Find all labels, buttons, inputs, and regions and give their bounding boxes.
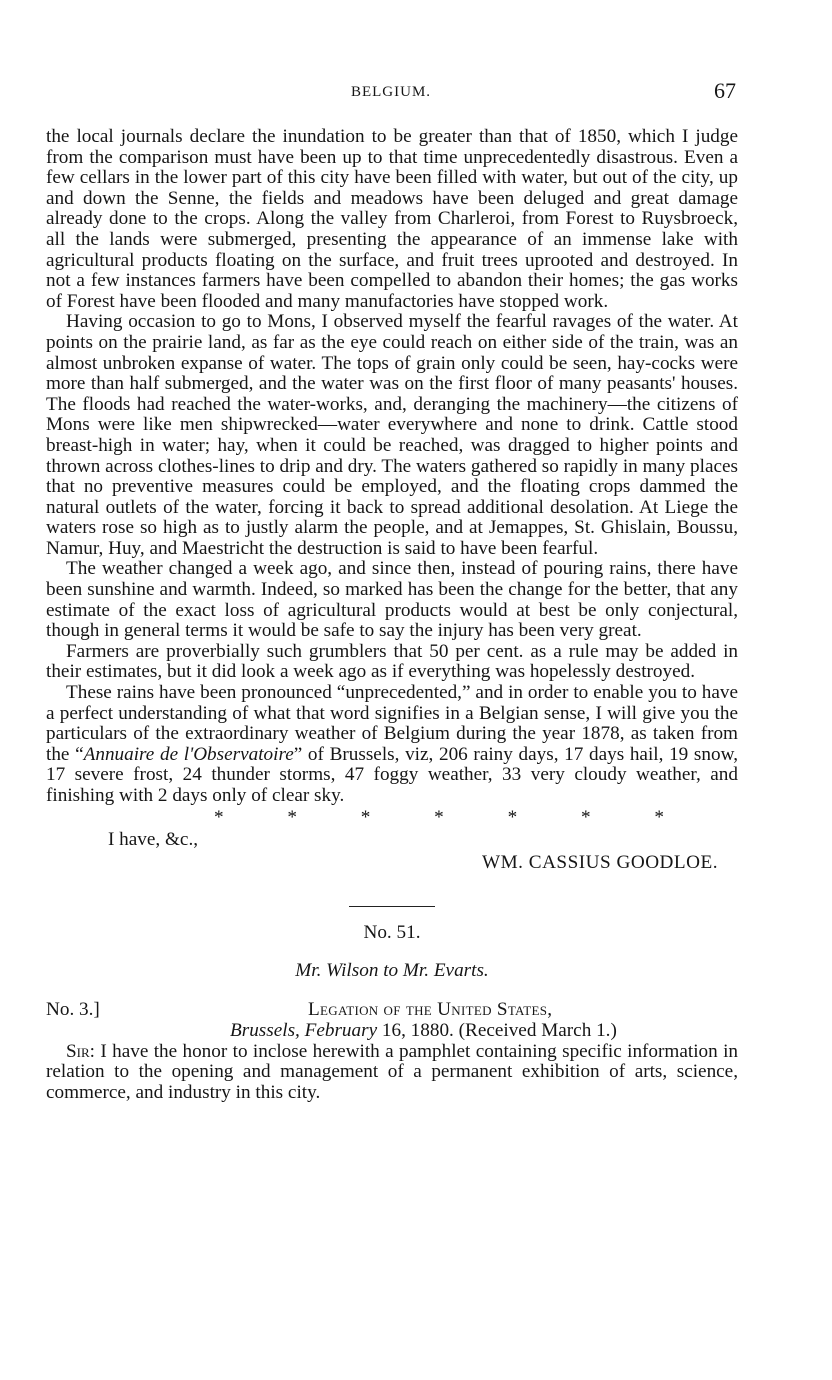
dispatch-number: No. 3.] (46, 998, 100, 1020)
signature: WM. CASSIUS GOODLOE. (482, 851, 718, 873)
asterisk: * (654, 806, 664, 828)
salutation: Sir (66, 1040, 90, 1062)
paragraph-weather-changed: The weather changed a week ago, and since then, instead of pouring rains, there have been sunshine and warmth. Indeed, so marked has been the change for the better, that any estimate of the exact loss of agricultural products would at best be only conjectural, though in general terms it would be safe to say the injury has been very great. (46, 558, 738, 642)
dateline-date: 16, 1880. (381, 1019, 454, 1041)
asterisk: * (580, 806, 591, 828)
asterisk: * (507, 806, 518, 828)
asterisk: * (360, 806, 371, 828)
asterisk: * (287, 806, 297, 828)
document-number: No. 51. (363, 921, 421, 943)
dateline (46, 1021, 738, 1042)
rains-text-1: These rains have been pronounced “unprecedented,” and in order to enable you to have a perfect understanding of what that word signifies in a Belgian sense, I will give you the particulars of the extraordinary weather of Belgium during the year 1878, as taken from the “ (46, 682, 738, 765)
paragraph-mons: Having occasion to go to Mons, I observed myself the fearful ravages of the water. At points on the prairie land, as far as the eye could reach on either side of the train, was an almost unbroken expanse of water. The tops of grain only could be seen, hay-cocks were more than half submerged, and the water was on the first floor of many peasants' houses. The floods had reached the water-works, and, deranging the machinery—the citizens of Mons were like men shipwrecked—water everywhere and none to drink. Cattle stood breast-high in water; hay, when it could be reached, was dragged to higher points and thrown across clothes-lines to drip and dry. The waters gathered so rapidly in many places that no preventive measures could be employed, and the floating crops dammed the natural outlets of the water, forcing it back to spread additional desolation. At Liege the waters rose so high as to justly alarm the people, and at Jemappes, St. Ghislain, Boussu, Namur, Huy, and Maestricht the destruction is said to have been fearful. (46, 311, 738, 559)
legation-heading: Legation of the United States, (308, 998, 553, 1020)
letter-body (46, 1042, 738, 1104)
page-body (46, 127, 738, 1104)
paragraph-farmers: Farmers are proverbially such grumblers that 50 per cent. as a rule may be added in their estimates, but it did look a week ago as if everything was hopelessly destroyed. (46, 640, 738, 683)
annuaire-title: Annuaire de l'Observatoire (83, 743, 294, 765)
asterisk: * (434, 806, 444, 828)
legation-heading-row (46, 1000, 738, 1021)
received-note: (Received March 1.) (458, 1019, 617, 1041)
closing-phrase: I have, &c., (108, 828, 199, 850)
dateline-month: February (304, 1019, 378, 1041)
asterisk-row (46, 808, 738, 827)
page-number: 67 (714, 78, 736, 103)
running-title: BELGIUM. (350, 84, 432, 100)
paragraph-rains (46, 683, 738, 807)
paragraph-continued: the local journals declare the inundation to be greater than that of 1850, which I judge from the comparison must have been up to that time unprecedentedly disastrous. Even a few cellars in the lower part of this city have been filled with water, but out of the city, up and down the Senne, the fields and meadows have been deluged and great damage already done to the crops. Along the valley from Charleroi, from Forest to Ruysbroeck, all the lands were submerged, presenting the appearance of an immense lake with agricultural products floating on the surface, and fruit trees uprooted and destroyed. In not a few instances farmers have been compelled to abandon their homes; the gas works of Forest have been flooded and many manufactories have stopped work. (46, 126, 738, 312)
asterisk: * (214, 806, 224, 828)
letter-body-text: : I have the honor to inclose herewith a pamphlet containing specific information in relation to the opening and management of a permanent exhibition of arts, science, commerce, and industry in this city. (46, 1040, 738, 1103)
letter-closing (46, 830, 738, 876)
dateline-place: Brussels, (230, 1019, 300, 1041)
section-divider (349, 906, 435, 907)
page-header (46, 78, 736, 108)
letter-title: Mr. Wilson to Mr. Evarts. (295, 960, 489, 982)
rains-text-2: ” of Brussels, viz, 206 rainy days, 17 days hail, 19 snow, 17 severe frost, 24 thunder storms, 47 foggy weather, 33 very cloudy weather, and finishing with 2 days only of clear sky. (46, 743, 738, 806)
